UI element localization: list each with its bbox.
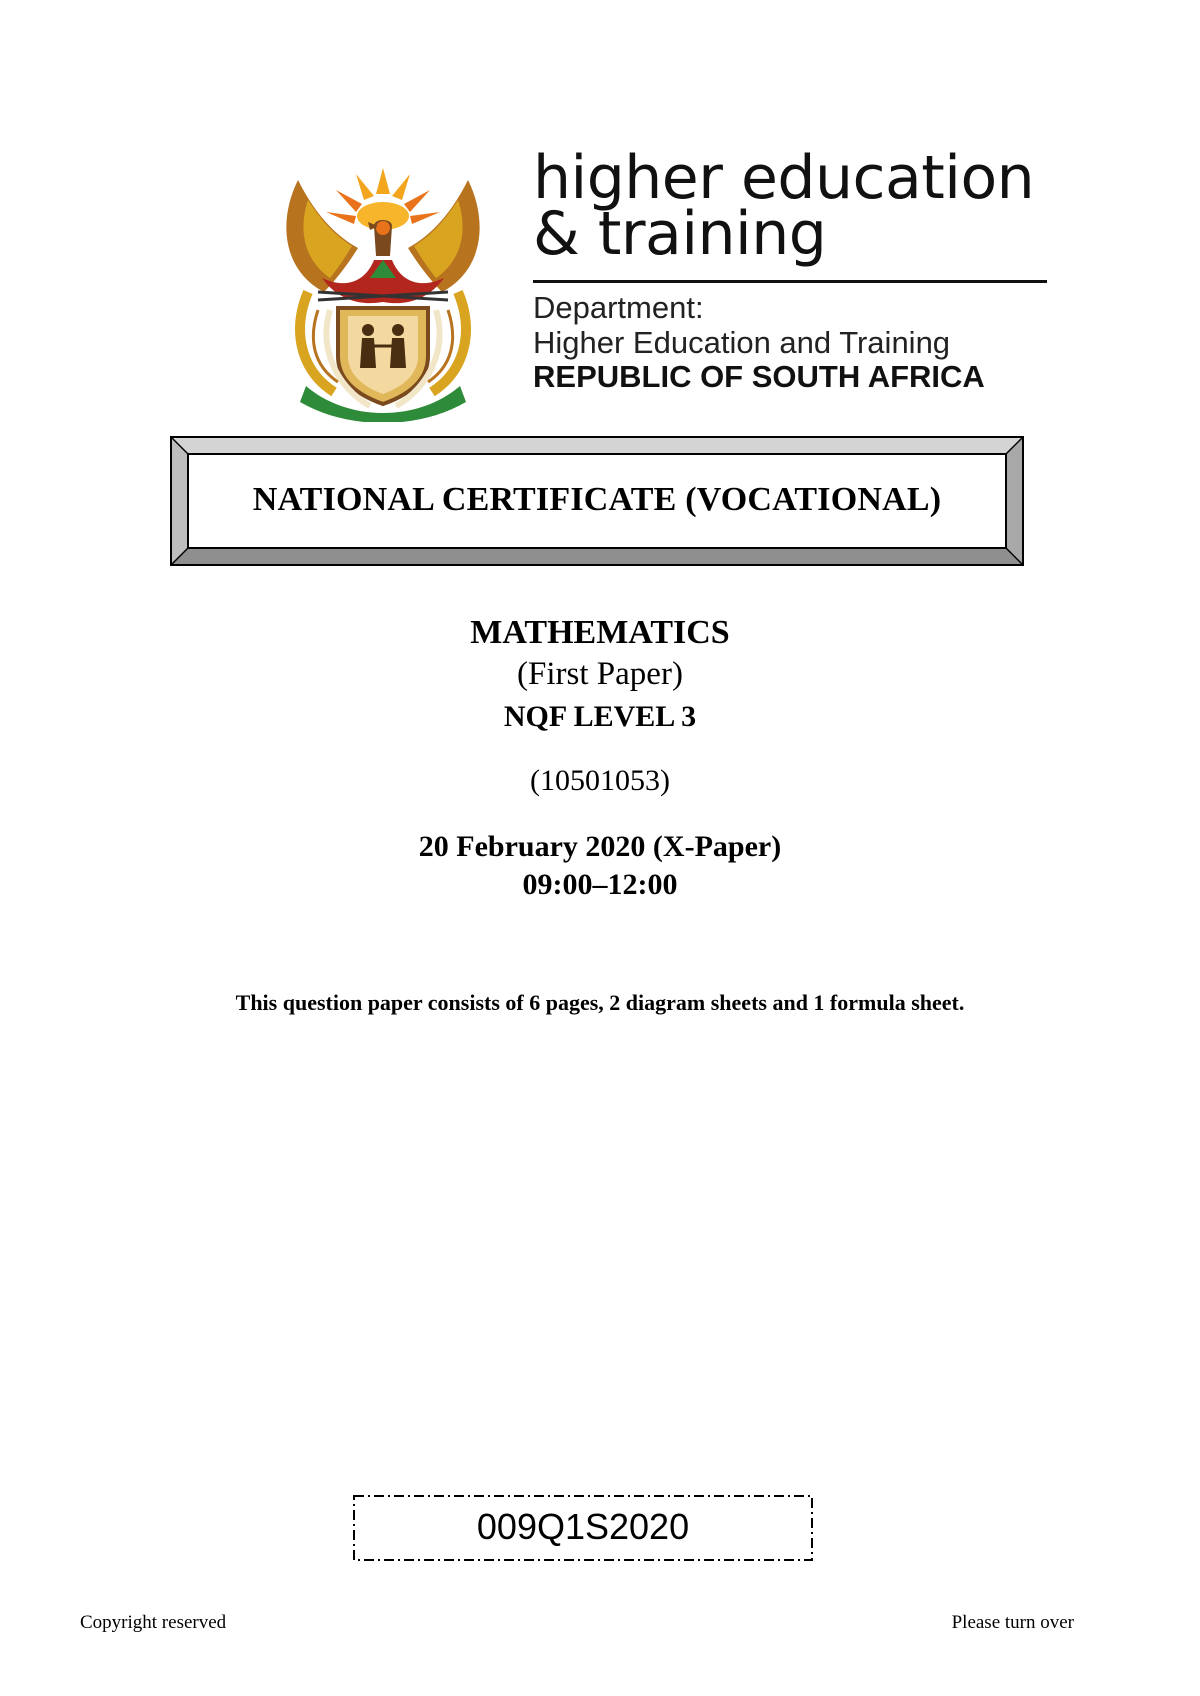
subject-title: MATHEMATICS (470, 614, 730, 651)
department-name: Higher Education and Training (533, 325, 951, 360)
exam-date: 20 February 2020 (X-Paper) (418, 830, 782, 863)
department-heading-line2: & training (533, 199, 827, 269)
nqf-level: NQF LEVEL 3 (503, 700, 697, 733)
heading-divider (533, 280, 1047, 283)
coat-of-arms-icon (278, 160, 488, 422)
paper-description: This question paper consists of 6 pages, 2 diagram sheets and 1 formula sheet. (235, 990, 965, 1015)
paper-code: (10501053) (530, 764, 670, 797)
reference-code: 009Q1S2020 (476, 1506, 690, 1547)
department-label: Department: (533, 290, 704, 325)
turn-over-notice: Please turn over (951, 1612, 1074, 1633)
certificate-banner (170, 436, 1024, 566)
paper-type: (First Paper) (517, 656, 683, 692)
country-name: REPUBLIC OF SOUTH AFRICA (533, 359, 985, 394)
coat-of-arms-logo (278, 160, 488, 422)
department-branding (533, 143, 1053, 394)
department-heading-line1: higher education (533, 143, 1035, 213)
certificate-title: NATIONAL CERTIFICATE (VOCATIONAL) (252, 481, 942, 518)
exam-time: 09:00–12:00 (522, 868, 678, 901)
reference-code-box (352, 1494, 814, 1562)
copyright-notice: Copyright reserved (80, 1612, 227, 1633)
